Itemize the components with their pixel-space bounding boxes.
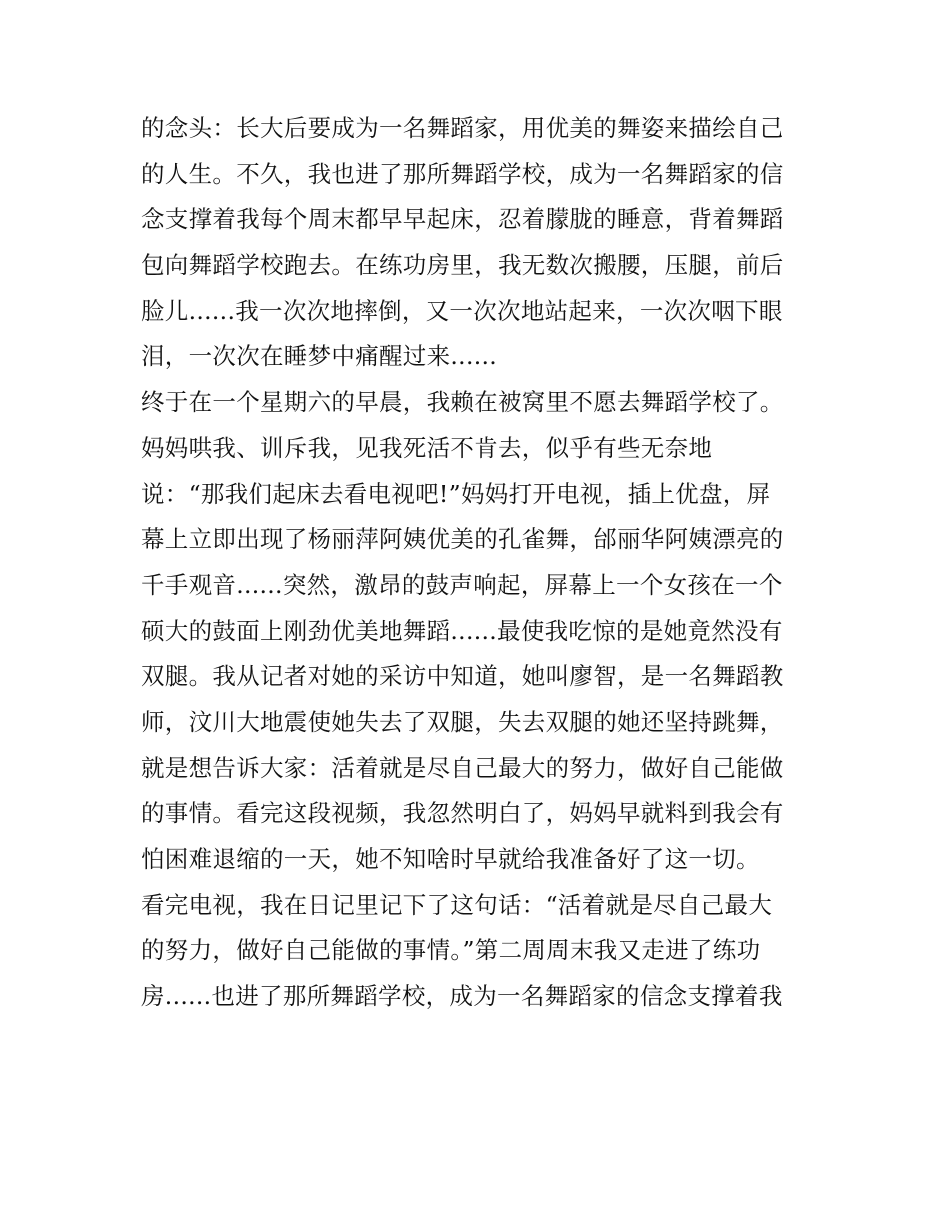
text-line: 房......也进了那所舞蹈学校，成为一名舞蹈家的信念支撑着我: [141, 982, 783, 1011]
text-line: 双腿。我从记者对她的采访中知道，她叫廖智，是一名舞蹈教: [141, 662, 784, 691]
text-line: 怕困难退缩的一天，她不知啥时早就给我准备好了这一切。: [141, 845, 760, 873]
text-line: 就是想告诉大家：活着就是尽自己最大的努力，做好自己能做: [141, 753, 784, 782]
body-text: [141, 106, 821, 1020]
text-line: 看完电视，我在日记里记下了这句话：“活着就是尽自己最大: [141, 890, 773, 919]
text-line: 念支撑着我每个周末都早早起床，忍着朦胧的睡意，背着舞蹈: [141, 205, 784, 234]
text-line: 硕大的鼓面上刚劲优美地舞蹈......最使我吃惊的是她竟然没有: [141, 616, 783, 645]
text-line: 的事情。看完这段视频，我忽然明白了，妈妈早就料到我会有: [141, 799, 784, 828]
text-line: 的努力，做好自己能做的事情。”第二周周末我又走进了练功: [141, 936, 761, 965]
text-line: 千手观音......突然，激昂的鼓声响起，屏幕上一个女孩在一个: [141, 570, 783, 599]
text-line: 师，汶川大地震使她失去了双腿，失去双腿的她还坚持跳舞，: [141, 707, 784, 736]
text-line: 的人生。不久，我也进了那所舞蹈学校，成为一名舞蹈家的信: [141, 159, 784, 188]
text-line: 说：“那我们起床去看电视吧!”妈妈打开电视，插上优盘，屏: [141, 479, 771, 508]
text-line: 终于在一个星期六的早晨，我赖在被窝里不愿去舞蹈学校了。: [141, 388, 784, 417]
text-line: 包向舞蹈学校跑去。在练功房里，我无数次搬腰，压腿，前后: [141, 251, 784, 280]
text-line: 妈妈哄我、训斥我，见我死活不肯去，似乎有些无奈地: [141, 433, 713, 462]
text-line: 脸儿......我一次次地摔倒，又一次次地站起来，一次次咽下眼: [141, 296, 783, 325]
text-line: 泪，一次次在睡梦中痛醒过来......: [141, 342, 498, 371]
text-line: 幕上立即出现了杨丽萍阿姨优美的孔雀舞，邰丽华阿姨漂亮的: [141, 525, 784, 554]
text-line: 的念头：长大后要成为一名舞蹈家，用优美的舞姿来描绘自己: [141, 114, 784, 142]
